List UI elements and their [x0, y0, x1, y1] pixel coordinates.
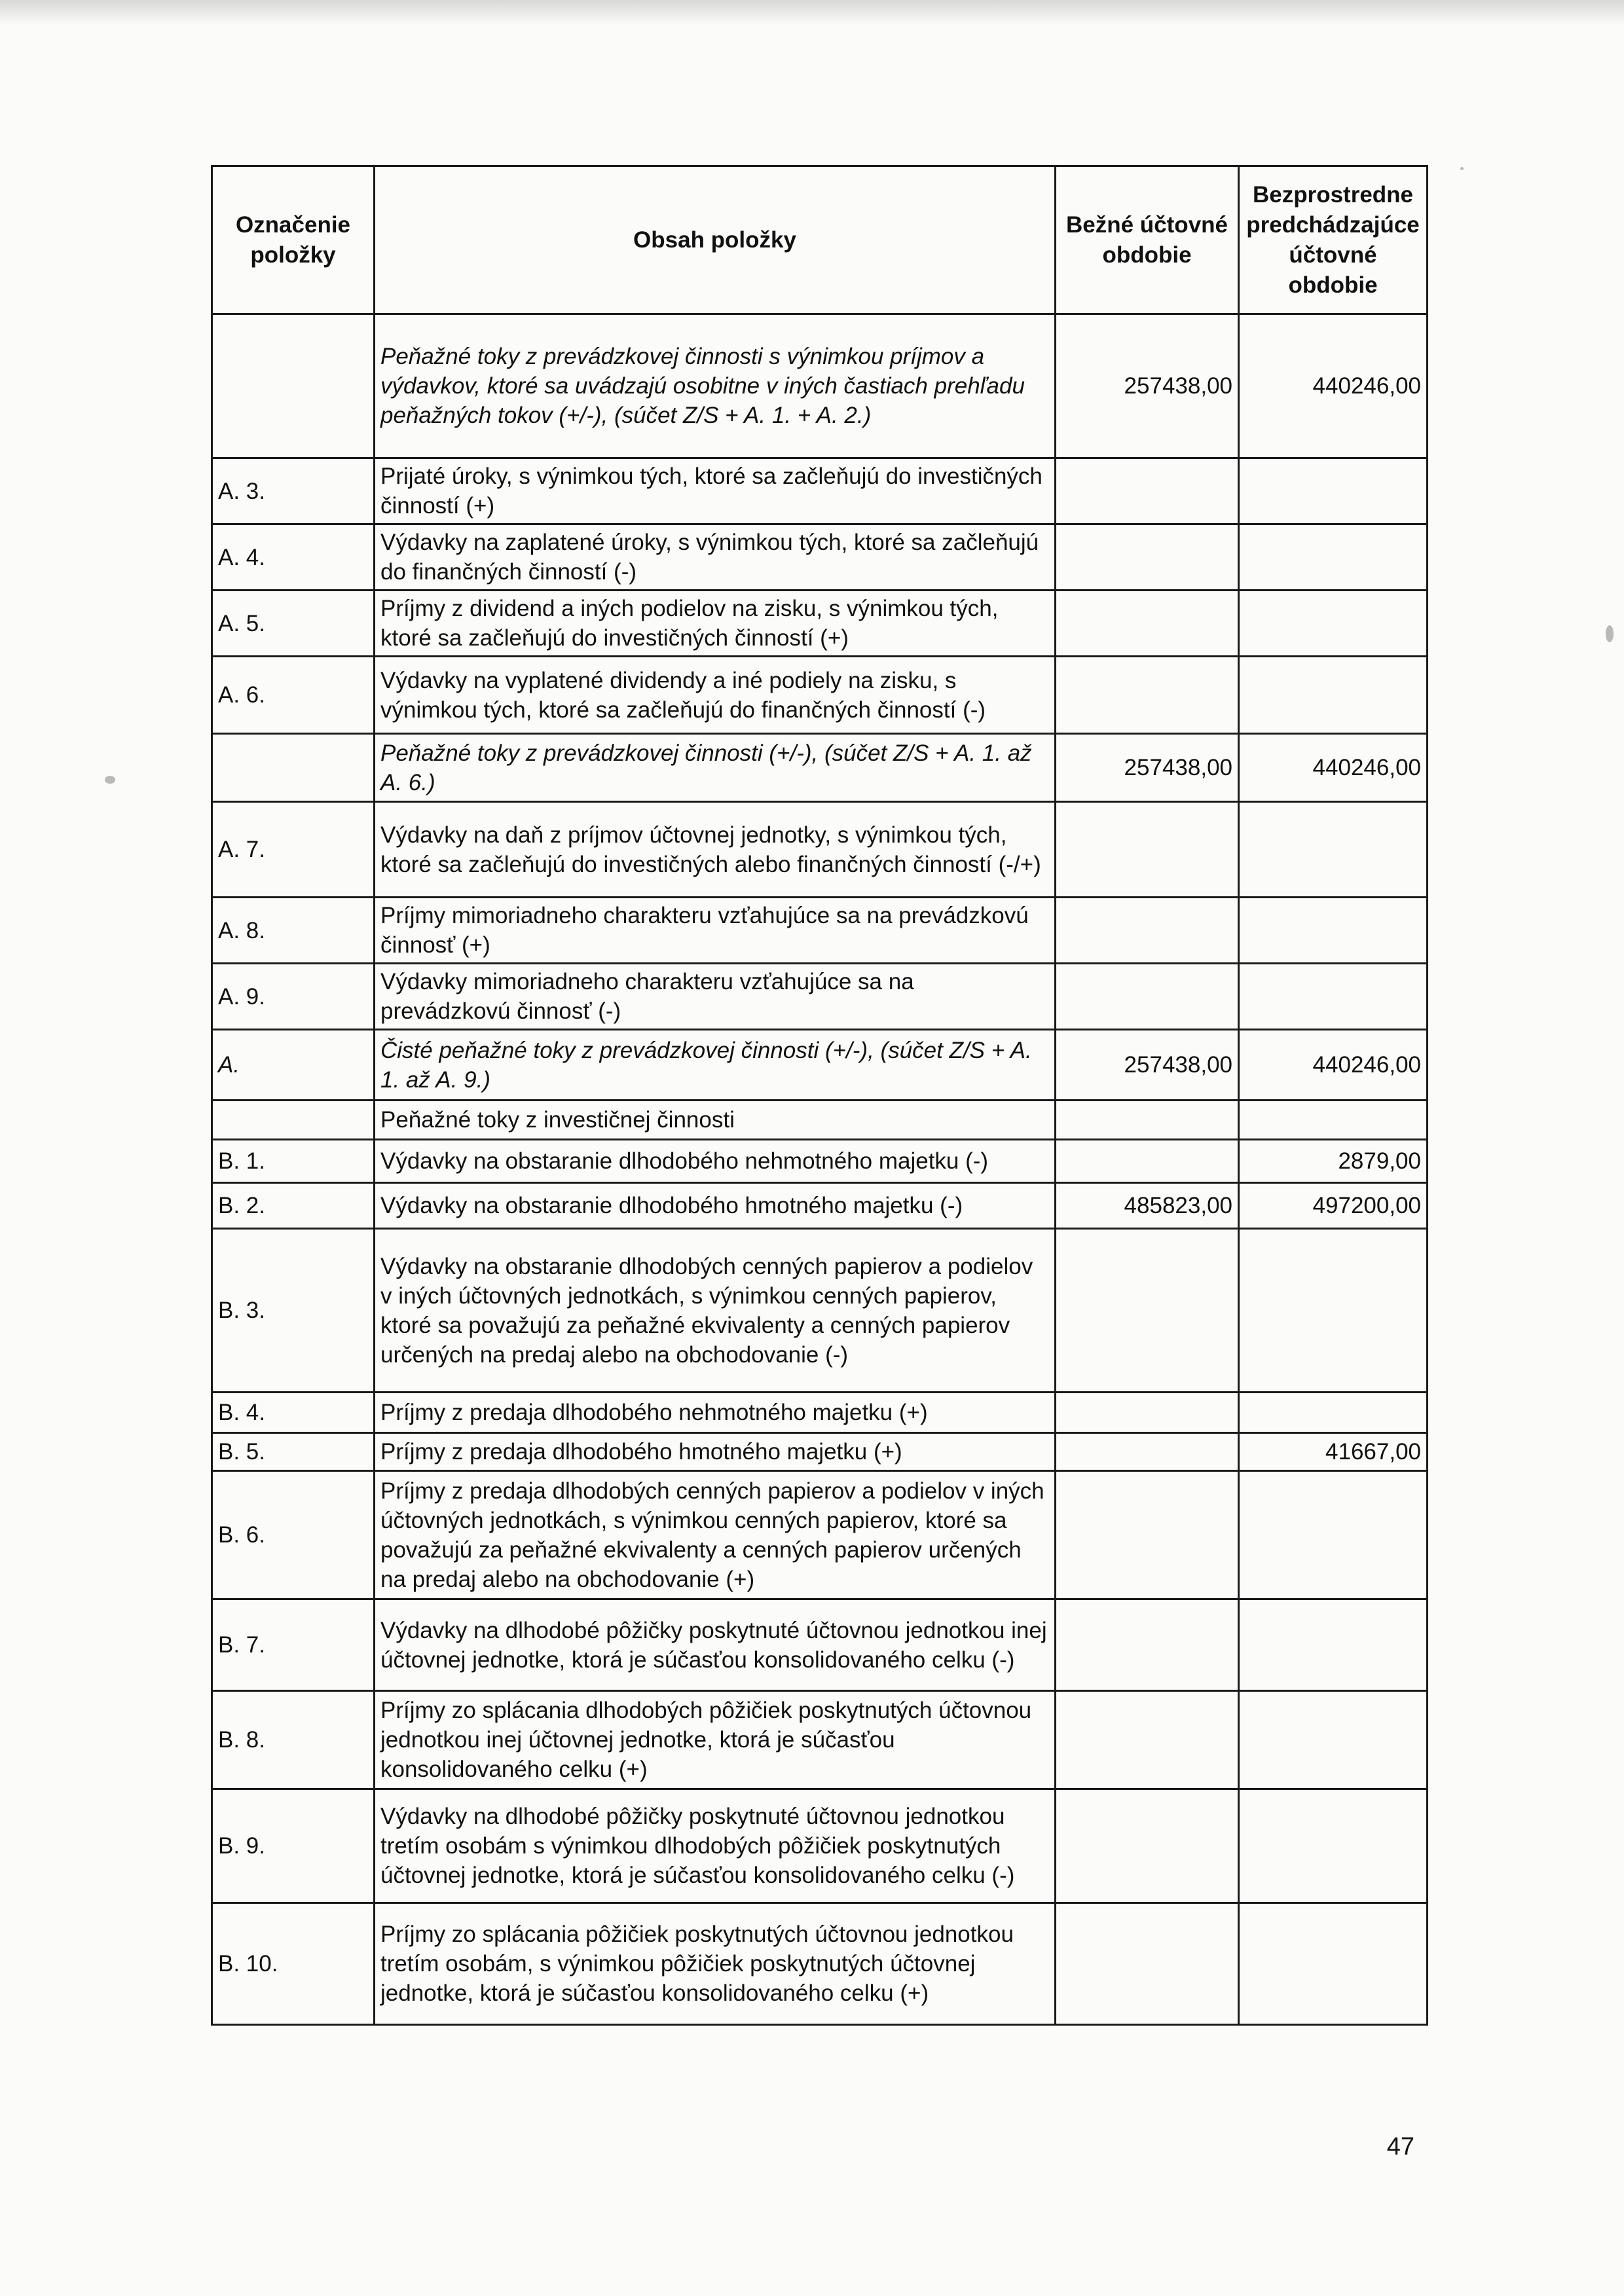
table-row: [212, 964, 1428, 1030]
row-current: [1056, 524, 1239, 591]
row-code: B. 5.: [212, 1433, 375, 1471]
table-row: [212, 314, 1428, 458]
scan-speck: [1460, 167, 1464, 170]
row-current: [1056, 1433, 1239, 1471]
row-code: B. 2.: [212, 1183, 375, 1229]
row-desc: Výdavky mimoriadneho charakteru vzťahujúce sa na prevádzkovú činnosť (-): [375, 964, 1056, 1030]
table-row: [212, 1101, 1428, 1140]
header-code: Označenie položky: [212, 166, 375, 314]
row-desc: Prijaté úroky, s výnimkou tých, ktoré sa začleňujú do investičných činností (+): [375, 458, 1056, 524]
row-code: B. 1.: [212, 1140, 375, 1183]
row-code: B. 3.: [212, 1229, 375, 1393]
row-code: A. 8.: [212, 898, 375, 964]
table-row: [212, 1691, 1428, 1789]
table-row: [212, 1229, 1428, 1393]
row-previous: [1239, 1599, 1428, 1691]
row-code: A. 6.: [212, 657, 375, 734]
row-previous: 440246,00: [1239, 314, 1428, 458]
row-previous: [1239, 898, 1428, 964]
row-code: B. 8.: [212, 1691, 375, 1789]
row-current: [1056, 458, 1239, 524]
row-code: A. 4.: [212, 524, 375, 591]
row-desc: Výdavky na obstaranie dlhodobého hmotného majetku (-): [375, 1183, 1056, 1229]
row-desc: Výdavky na dlhodobé pôžičky poskytnuté účtovnou jednotkou inej účtovnej jednotke, ktorá je súčasťou konsolidovaného celku (-): [375, 1599, 1056, 1691]
row-desc: Peňažné toky z prevádzkovej činnosti s výnimkou príjmov a výdavkov, ktoré sa uvádzajú osobitne v iných častiach prehľadu peňažných tokov (+/-), (súčet Z/S + A. 1. + A. 2.): [375, 314, 1056, 458]
row-code: B. 10.: [212, 1903, 375, 2025]
table-row: [212, 898, 1428, 964]
row-desc: Peňažné toky z prevádzkovej činnosti (+/-), (súčet Z/S + A. 1. až A. 6.): [375, 734, 1056, 802]
row-code: A. 5.: [212, 591, 375, 657]
table-row: [212, 1140, 1428, 1183]
row-desc: Výdavky na daň z príjmov účtovnej jednotky, s výnimkou tých, ktoré sa začleňujú do investičných alebo finančných činností (-/+): [375, 802, 1056, 898]
row-code: A. 7.: [212, 802, 375, 898]
row-previous: [1239, 1229, 1428, 1393]
row-current: [1056, 1471, 1239, 1599]
row-previous: [1239, 964, 1428, 1030]
row-previous: [1239, 1393, 1428, 1433]
table-row: [212, 802, 1428, 898]
row-code: [212, 734, 375, 802]
row-desc: Príjmy zo splácania dlhodobých pôžičiek poskytnutých účtovnou jednotkou inej účtovnej jednotke, ktorá je súčasťou konsolidovaného celku (+): [375, 1691, 1056, 1789]
row-code: B. 7.: [212, 1599, 375, 1691]
scan-speck: [1606, 625, 1614, 642]
row-current: [1056, 591, 1239, 657]
row-code: [212, 1101, 375, 1140]
row-current: 257438,00: [1056, 314, 1239, 458]
table-row: [212, 591, 1428, 657]
header-row: [212, 166, 1428, 314]
row-current: 485823,00: [1056, 1183, 1239, 1229]
row-current: [1056, 1140, 1239, 1183]
row-desc: Príjmy z predaja dlhodobého hmotného majetku (+): [375, 1433, 1056, 1471]
row-previous: [1239, 1789, 1428, 1903]
row-desc: Výdavky na vyplatené dividendy a iné podiely na zisku, s výnimkou tých, ktoré sa začleňujú do finančných činností (-): [375, 657, 1056, 734]
row-previous: [1239, 1903, 1428, 2025]
row-previous: [1239, 657, 1428, 734]
header-previous: Bezprostredne predchádzajúce účtovné obdobie: [1239, 166, 1428, 314]
row-current: [1056, 1691, 1239, 1789]
table-row: [212, 1183, 1428, 1229]
row-previous: [1239, 1691, 1428, 1789]
row-current: [1056, 1393, 1239, 1433]
table-row: [212, 1471, 1428, 1599]
row-desc: Čisté peňažné toky z prevádzkovej činnosti (+/-), (súčet Z/S + A. 1. až A. 9.): [375, 1030, 1056, 1101]
row-code: B. 4.: [212, 1393, 375, 1433]
row-previous: [1239, 1471, 1428, 1599]
row-current: 257438,00: [1056, 734, 1239, 802]
row-previous: [1239, 458, 1428, 524]
row-current: [1056, 1903, 1239, 2025]
header-desc: Obsah položky: [375, 166, 1056, 314]
row-previous: [1239, 524, 1428, 591]
row-previous: 440246,00: [1239, 1030, 1428, 1101]
row-previous: 2879,00: [1239, 1140, 1428, 1183]
table-row: [212, 1433, 1428, 1471]
table-row: [212, 734, 1428, 802]
row-code: A. 3.: [212, 458, 375, 524]
table-row: [212, 657, 1428, 734]
row-previous: 497200,00: [1239, 1183, 1428, 1229]
cash-flow-table: [211, 165, 1428, 2026]
row-code: B. 9.: [212, 1789, 375, 1903]
row-previous: [1239, 802, 1428, 898]
row-code: A.: [212, 1030, 375, 1101]
row-desc: Príjmy z predaja dlhodobých cenných papierov a podielov v iných účtovných jednotkách, s výnimkou cenných papierov, ktoré sa považujú za peňažné ekvivalenty a cenných papierov určených na predaj alebo na obchodovanie (+): [375, 1471, 1056, 1599]
row-current: [1056, 1101, 1239, 1140]
row-current: 257438,00: [1056, 1030, 1239, 1101]
row-desc: Príjmy mimoriadneho charakteru vzťahujúce sa na prevádzkovú činnosť (+): [375, 898, 1056, 964]
row-current: [1056, 1599, 1239, 1691]
page-number: 47: [1386, 2133, 1414, 2160]
row-current: [1056, 1789, 1239, 1903]
table-row: [212, 1030, 1428, 1101]
row-previous: 41667,00: [1239, 1433, 1428, 1471]
row-current: [1056, 802, 1239, 898]
row-code: [212, 314, 375, 458]
row-current: [1056, 657, 1239, 734]
table-row: [212, 1903, 1428, 2025]
row-previous: [1239, 591, 1428, 657]
table-row: [212, 458, 1428, 524]
row-desc: Peňažné toky z investičnej činnosti: [375, 1101, 1056, 1140]
row-desc: Výdavky na dlhodobé pôžičky poskytnuté účtovnou jednotkou tretím osobám s výnimkou dlhodobých pôžičiek poskytnutých účtovnej jednotke, ktorá je súčasťou konsolidovaného celku (-): [375, 1789, 1056, 1903]
row-current: [1056, 964, 1239, 1030]
row-previous: 440246,00: [1239, 734, 1428, 802]
row-desc: Príjmy z predaja dlhodobého nehmotného majetku (+): [375, 1393, 1056, 1433]
table-row: [212, 1599, 1428, 1691]
table-row: [212, 1789, 1428, 1903]
row-code: A. 9.: [212, 964, 375, 1030]
scan-edge-shadow: [0, 0, 1624, 25]
row-desc: Príjmy z dividend a iných podielov na zisku, s výnimkou tých, ktoré sa začleňujú do investičných činností (+): [375, 591, 1056, 657]
row-code: B. 6.: [212, 1471, 375, 1599]
row-previous: [1239, 1101, 1428, 1140]
row-current: [1056, 1229, 1239, 1393]
row-desc: Výdavky na obstaranie dlhodobých cenných papierov a podielov v iných účtovných jednotkách, s výnimkou cenných papierov, ktoré sa považujú za peňažné ekvivalenty a cenných papierov určených na predaj alebo na obchodovanie (-): [375, 1229, 1056, 1393]
scan-speck: [105, 776, 115, 784]
row-desc: Výdavky na obstaranie dlhodobého nehmotného majetku (-): [375, 1140, 1056, 1183]
row-desc: Príjmy zo splácania pôžičiek poskytnutých účtovnou jednotkou tretím osobám, s výnimkou pôžičiek poskytnutých účtovnej jednotke, ktorá je súčasťou konsolidovaného celku (+): [375, 1903, 1056, 2025]
table-row: [212, 524, 1428, 591]
row-desc: Výdavky na zaplatené úroky, s výnimkou tých, ktoré sa začleňujú do finančných činností (-): [375, 524, 1056, 591]
row-current: [1056, 898, 1239, 964]
table-row: [212, 1393, 1428, 1433]
header-current: Bežné účtovné obdobie: [1056, 166, 1239, 314]
